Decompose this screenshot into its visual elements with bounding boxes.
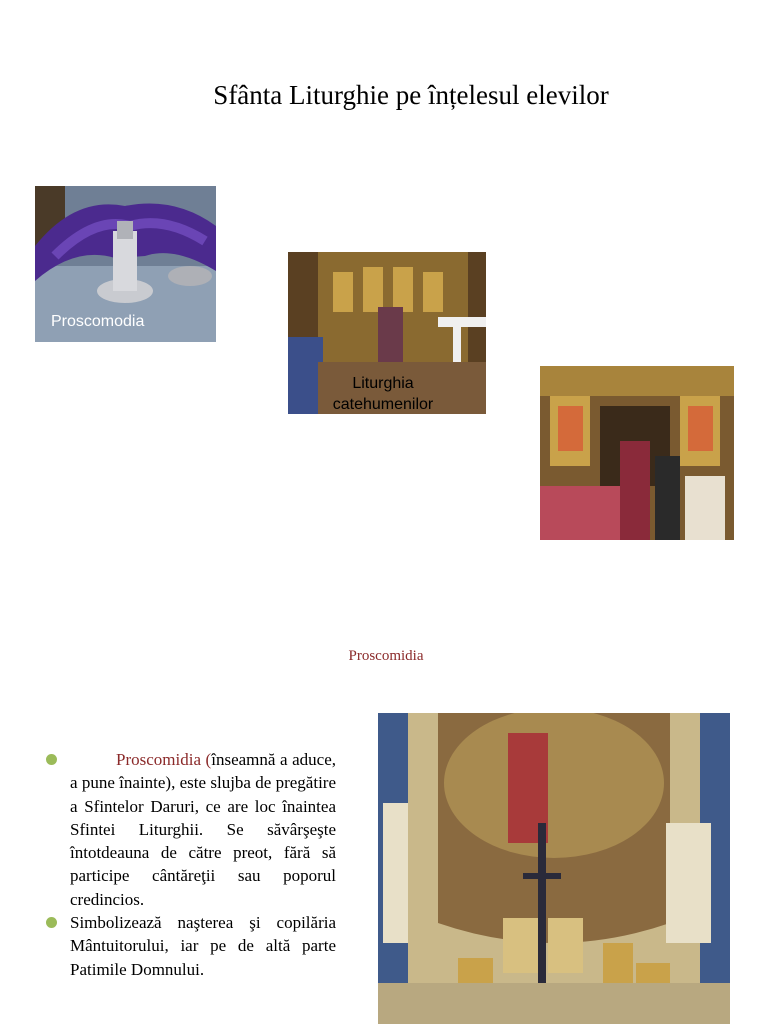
liturghia-caption-line1: Liturghia xyxy=(352,375,414,392)
bullet-dot-icon xyxy=(46,917,57,928)
bullet-text-2: Simbolizează naşterea şi copilăria Mântuitorului, iar pe de altă parte Patimile Domnului. xyxy=(70,913,336,979)
liturghia-credinciosilor-photo xyxy=(540,366,734,540)
bullet-list xyxy=(46,748,336,981)
bullet-term: Proscomidia ( xyxy=(116,750,212,769)
liturghia-catehumenilor-photo xyxy=(288,252,486,414)
proscomidia-niche-photo xyxy=(378,713,730,1024)
section-title: Proscomidia xyxy=(348,648,424,664)
bullet-dot-icon xyxy=(46,754,57,765)
bullet-text-1: înseamnă a aduce, a pune înainte), este slujba de pregătire a Sfintelor Daruri, ce are loc înaintea Sfintei Liturghii. Se săvârşeşte întotdeauna de către preot, fără să participe cântăreţii sau poporul credincios. xyxy=(70,750,336,909)
bullet-item-1 xyxy=(46,748,336,911)
proscomodia-photo xyxy=(35,186,216,342)
page-title: Sfânta Liturghie pe înțelesul elevilor xyxy=(213,80,609,110)
bullet-item-2 xyxy=(46,911,336,981)
liturghia-caption-line2: catehumenilor xyxy=(332,396,434,413)
proscomodia-caption: Proscomodia xyxy=(51,313,145,330)
